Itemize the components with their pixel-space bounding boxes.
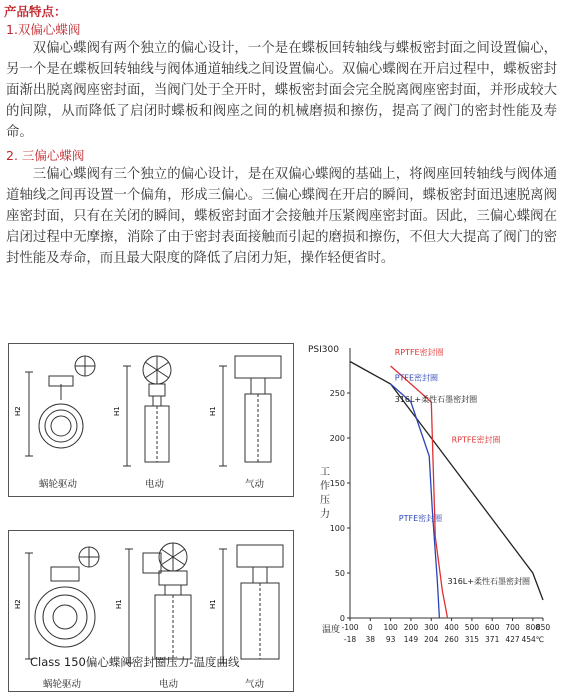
h2-label-bottom: H2 [14,599,22,609]
series-annotation: 316L+柔性石墨密封圈 [394,395,478,404]
dimension-diagram-top [8,343,294,497]
double-eccentric-heading: 1.双偏心蝶阀 [6,22,81,37]
x-tick-label-f: 300 [424,623,439,632]
x-tick-label-c: 93 [385,635,396,644]
triple-eccentric-paragraph: 三偏心蝶阀有三个独立的偏心设计，是在双偏心蝶阀的基础上，将阀座回转轴线与阀体通道轴线之间再设置一个偏角，形成三偏心。三偏心蝶阀在开启的瞬间，蝶板密封面迅速脱离阀座密封面，只有在关闭的瞬间，蝶板密封面才会接触并压紧阀座密封面。因此，三偏心蝶阀在启闭过程中无摩擦，消除了由于密封表面接触而引起的磨损和擦伤，不但大大提高了阀门的密封性能及寿命，而且最大限度的降低了启闭力矩，操作轻便省时。 [6,167,557,266]
caption-electric-top: 电动 [145,479,165,490]
y-axis-label-char: 力 [320,509,330,520]
x-tick-label-f: 400 [444,623,459,632]
y-unit-label: PSI300 [308,345,339,355]
series-annotation: PTFE密封圈 [398,513,443,523]
y-tick-label: 200 [329,434,345,443]
x-tick-label-f: 700 [505,623,520,632]
y-axis-label-char: 压 [320,495,330,506]
x-tick-label-c: 371 [485,635,500,644]
caption-pneumatic-bottom: 气动 [245,679,265,690]
x-tick-label-c: 38 [365,635,376,644]
series-annotation: PTFE密封圈 [394,373,439,383]
caption-electric-bottom: 电动 [159,679,179,690]
triple-eccentric-heading: 2. 三偏心蝶阀 [6,148,85,163]
x-tick-label-c: -18 [343,635,357,644]
x-tick-label-c: 454℃ [521,635,545,644]
x-tick-label-f: 600 [485,623,500,632]
y-axis-label-char: 工 [320,467,330,478]
h1-label-top-pneumatic: H1 [209,406,217,416]
x-tick-label-c: 204 [424,635,439,644]
y-tick-label: 100 [329,524,345,533]
x-tick-label-f: 500 [464,623,480,632]
x-tick-label-f: 850 [535,623,551,632]
pressure-temperature-chart [300,335,563,700]
valve-drawings-top [9,344,295,498]
x-tick-label-c: 260 [444,635,459,644]
h1-label-top-electric: H1 [113,406,121,416]
y-tick-label: 0 [339,614,345,623]
y-tick-label: 50 [334,569,345,578]
h1-label-bottom-electric: H1 [115,599,123,609]
chart-title: Class 150偏心蝶阀密封圈压力-温度曲线 [30,655,240,669]
caption-worm-gear-bottom: 蜗轮驱动 [43,679,82,690]
x-tick-label-f: 0 [367,623,373,632]
h1-label-bottom-pneumatic: H1 [209,599,217,609]
series-annotation: RPTFE密封圈 [451,435,501,445]
product-features-title: 产品特点： [4,4,67,19]
x-tick-label-c: 427 [505,635,520,644]
y-axis-label-char: 作 [320,481,330,492]
series-annotation: 316L+柔性石墨密封圈 [447,576,530,586]
x-axis-label: 温度 [322,625,341,635]
y-tick-label: 250 [329,389,345,398]
x-tick-label-f: -100 [341,623,359,632]
h2-label-top: H2 [14,406,22,416]
double-eccentric-paragraph: 双偏心蝶阀有两个独立的偏心设计，一个是在蝶板回转轴线与蝶板密封面之间设置偏心，另一个是在蝶板回转轴线与阀体通道轴线之间设置偏心。双偏心蝶阀在开启过程中，蝶板密封面渐出脱离阀座密封面，当阀门处于全开时，蝶板密封面会完全脱离阀座密封面，并形成较大的间隙，从而降低了启闭时蝶板和阀座之间的机械磨损和擦伤，提高了阀门的密封性能及寿命。 [6,41,557,140]
caption-pneumatic-top: 气动 [245,479,265,490]
caption-worm-gear-top: 蜗轮驱动 [39,479,78,490]
x-tick-label-c: 315 [464,635,480,644]
x-tick-label-f: 800 [525,623,541,632]
x-tick-label-f: 100 [383,623,398,632]
y-tick-label: 150 [329,479,345,488]
x-tick-label-c: 149 [403,635,419,644]
pressure-temperature-plot [300,335,563,653]
x-tick-label-f: 200 [403,623,419,632]
series-annotation: RPTFE密封圈 [394,348,444,358]
